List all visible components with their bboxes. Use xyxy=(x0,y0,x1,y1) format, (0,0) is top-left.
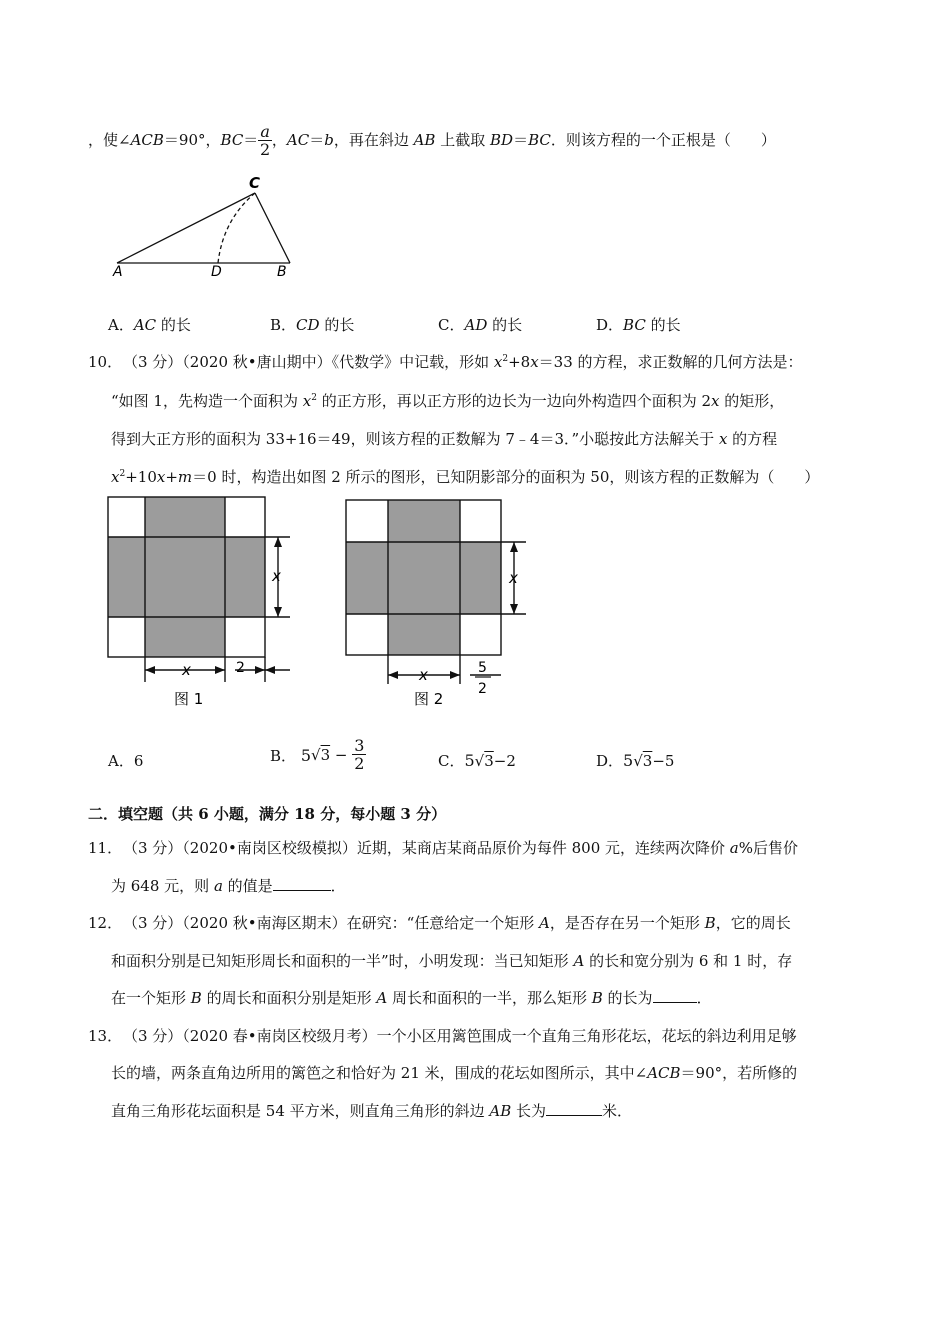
point-d-label: D xyxy=(211,264,222,280)
q13-line2: 长的墙，两条直角边所用的篱笆之和恰好为 21 米，围成的花坛如图所示，其中∠ACB＝90°，若所修的 xyxy=(111,1064,798,1082)
q9-stem: ，使∠ACB＝90°，BC＝ $\frac{a}{2}$ ，AC＝b，再在斜边 AB 上截取 BD＝BC．则该方程的一个正根是（ ） xyxy=(88,122,776,159)
q10-line1: （3 分）（2020 秋•唐山期中）《代数学》中记载，形如 $x^2+8x=33$ 的方程，求正数解的几何方法是： xyxy=(123,353,803,371)
q10-options xyxy=(108,738,828,786)
q10-figure-2 xyxy=(338,492,548,712)
section-2-title: 二．填空题（共 6 小题，满分 18 分，每小题 3 分） xyxy=(88,805,447,823)
svg-text:2: 2 xyxy=(236,660,245,676)
q10-line3: 得到大正方形的面积为 33+16＝49，则该方程的正数解为 7﹣4＝3．”小聪按此方法解关于 x 的方程 xyxy=(111,430,778,448)
q11-answer-blank[interactable] xyxy=(273,876,331,891)
q13-number: 13． xyxy=(88,1027,123,1045)
q9-option-c[interactable]: C．AD 的长 xyxy=(438,316,523,334)
svg-text:x: x xyxy=(182,661,191,679)
q12-line2: 和面积分别是已知矩形周长和面积的一半”时，小明发现：当已知矩形 A 的长和宽分别为 6 和 1 时，存 xyxy=(111,952,793,970)
q12-line3: 在一个矩形 B 的周长和面积分别是矩形 A 周长和面积的一半，那么矩形 B 的长为 ． xyxy=(111,989,712,1007)
q10-line2: “如图 1，先构造一个面积为 $x^2$ 的正方形，再以正方形的边长为一边向外构造四个面积为 2x 的矩形， xyxy=(111,392,785,410)
q12-answer-blank[interactable] xyxy=(653,988,697,1003)
q12-number: 12． xyxy=(88,914,123,932)
point-b-label: B xyxy=(277,264,287,280)
q10-line4: $x^2+10x+m=0$ 时，构造出如图 2 所示的图形，已知阴影部分的面积为 50，则该方程的正数解为（ ） xyxy=(111,468,820,486)
q11-number: 11． xyxy=(88,839,123,857)
q10-option-d[interactable]: D．5√3−5 xyxy=(596,751,675,770)
q9-options xyxy=(108,314,808,336)
q11-line1: （3 分）（2020•南岗区校级模拟）近期，某商店某商品原价为每件 800 元，连续两次降价 a%后售价 xyxy=(123,839,798,857)
q9-option-d[interactable]: D．BC 的长 xyxy=(596,316,681,334)
q10-option-b[interactable]: B． 5√3 − $\frac{3}{2}$ xyxy=(270,736,365,773)
q13-answer-blank[interactable] xyxy=(546,1101,602,1116)
q9-triangle-figure xyxy=(105,168,305,280)
fraction-a-over-2: $\frac{a}{2}$ xyxy=(259,122,271,159)
q11-line2: 为 648 元，则 a 的值是 ． xyxy=(111,877,346,895)
q10-number: 10． xyxy=(88,353,123,371)
svg-text:x: x xyxy=(509,569,518,587)
q9-option-a[interactable]: A．AC 的长 xyxy=(108,316,191,334)
q13-line1: （3 分）（2020 春•南岗区校级月考）一个小区用篱笆围成一个直角三角形花坛，花坛的斜边利用足够 xyxy=(123,1027,797,1045)
q13-line3: 直角三角形花坛面积是 54 平方米，则直角三角形的斜边 AB 长为 米． xyxy=(111,1102,633,1120)
figure-1-caption: 图 1 xyxy=(174,690,204,708)
figure-2-caption: 图 2 xyxy=(414,690,444,708)
q10-option-a[interactable]: A．6 xyxy=(108,752,144,770)
q9-option-b[interactable]: B．CD 的长 xyxy=(270,316,355,334)
svg-text:2: 2 xyxy=(478,681,487,697)
q12-line1: （3 分）（2020 秋•南海区期末）在研究：“任意给定一个矩形 A，是否存在另一个矩形 B，它的周长 xyxy=(123,914,791,932)
point-a-label: A xyxy=(113,264,123,280)
point-c-label: C xyxy=(249,174,261,192)
q10-option-c[interactable]: C．5√3−2 xyxy=(438,751,516,770)
svg-text:x: x xyxy=(419,666,428,684)
q10-figure-1 xyxy=(100,492,300,712)
svg-text:x: x xyxy=(272,567,281,585)
svg-text:5: 5 xyxy=(478,660,487,676)
